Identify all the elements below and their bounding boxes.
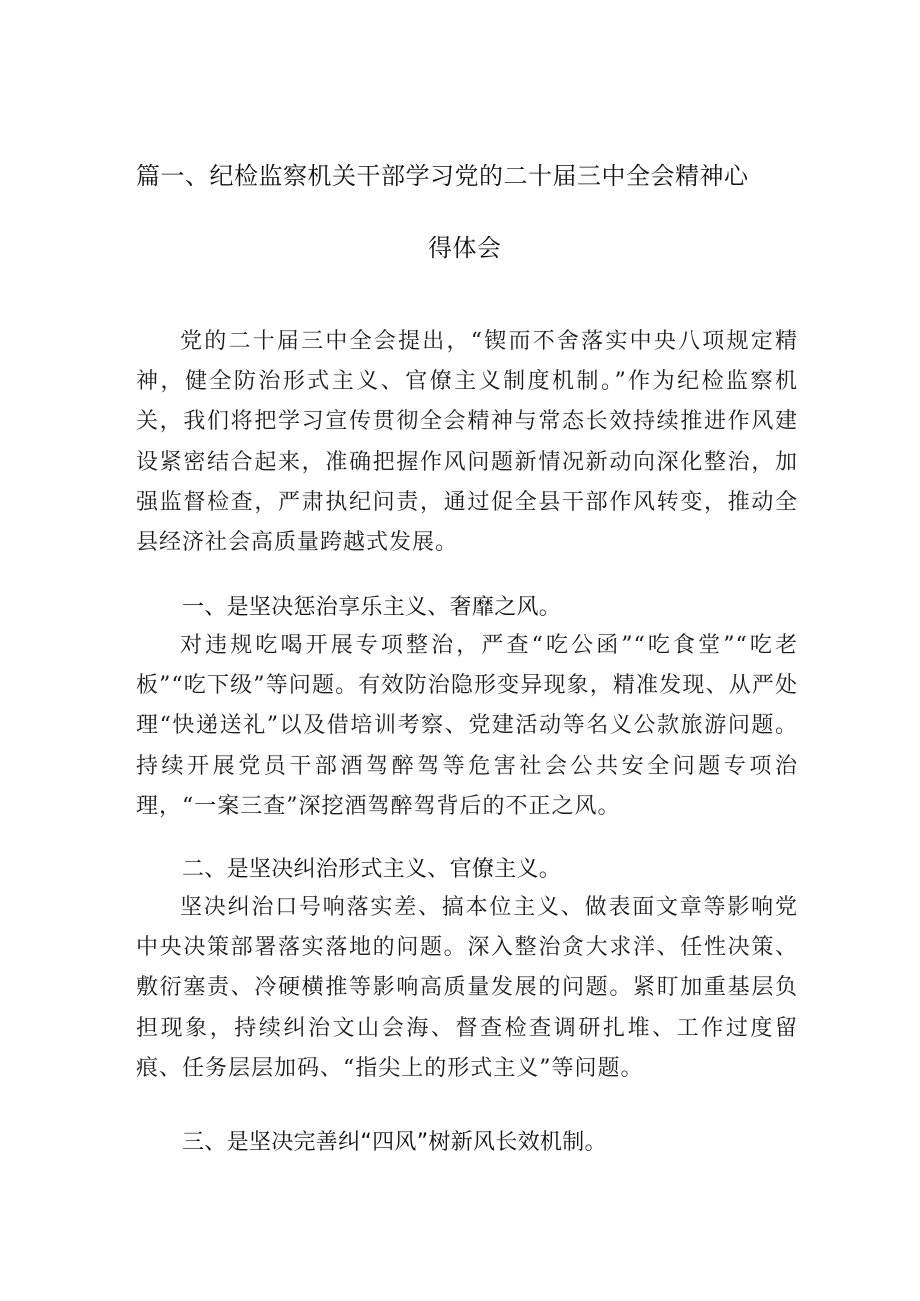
section-1-heading: 一、是坚决惩治享乐主义、奢靡之风。 bbox=[182, 595, 562, 620]
document-title-line-1: 篇一、纪检监察机关干部学习党的二十届三中全会精神心 bbox=[136, 162, 749, 190]
intro-paragraph: 党的二十届三中全会提出，“锲而不舍落实中央八项规定精神，健全防治形式主义、官僚主义制度机制。”作为纪检监察机关，我们将把学习宣传贯彻全会精神与常态长效持续推进作风建设紧密结合起来，准确把握作风问题新情况新动向深化整治，加强监督检查，严肃执纪问责，通过促全县干部作风转变，推动全县经济社会高质量跨越式发展。 bbox=[136, 329, 798, 556]
section-2-paragraph: 坚决纠治口号响落实差、搞本位主义、做表面文章等影响党中央决策部署落实落地的问题。深入整治贪大求洋、任性决策、敷衍塞责、冷硬横推等影响高质量发展的问题。紧盯加重基层负担现象，持续纠治文山会海、督查检查调研扎堆、工作过度留痕、任务层层加码、“指尖上的形式主义”等问题。 bbox=[136, 895, 798, 1081]
document-title-line-2: 得体会 bbox=[428, 234, 502, 262]
section-2-heading: 二、是坚决纠治形式主义、官僚主义。 bbox=[182, 857, 562, 882]
section-3-heading: 三、是坚决完善纠“四风”树新风长效机制。 bbox=[182, 1130, 607, 1155]
section-1-paragraph: 对违规吃喝开展专项整治，严查“吃公函”“吃食堂”“吃老板”“吃下级”等问题。有效防治隐形变异现象，精准发现、从严处理“快递送礼”以及借培训考察、党建活动等名义公款旅游问题。持续开展党员干部酒驾醉驾等危害社会公共安全问题专项治理，“一案三查”深挖酒驾醉驾背后的不正之风。 bbox=[136, 633, 798, 819]
